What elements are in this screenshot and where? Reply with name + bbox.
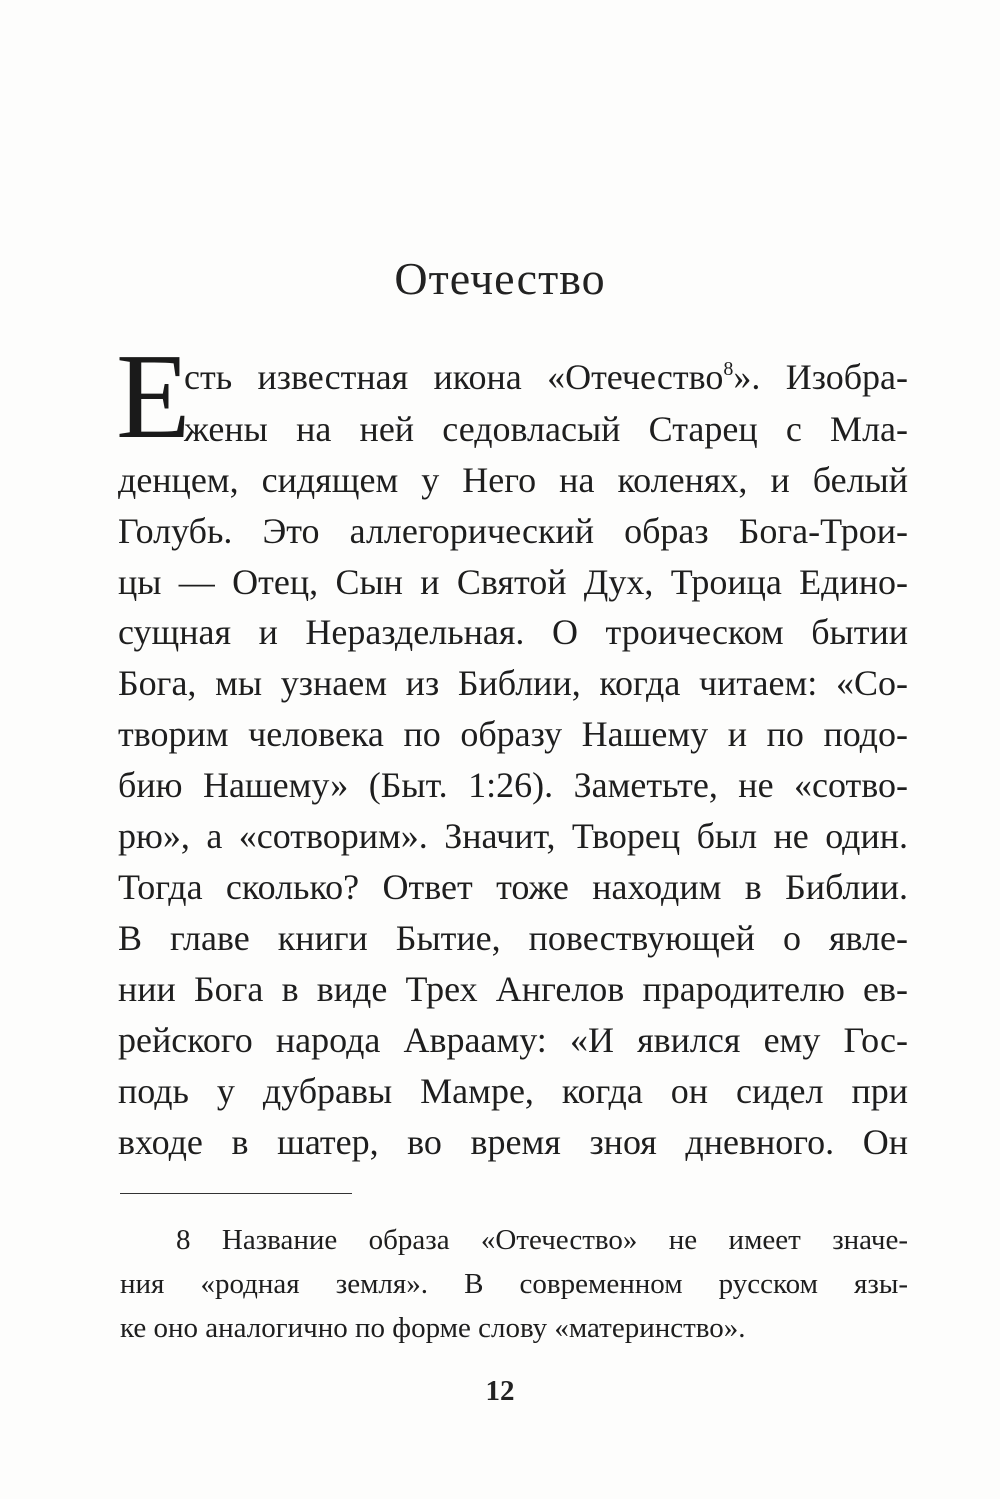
body-line: Бога, мы узнаем из Библии, когда читаем: «Со-: [118, 663, 908, 703]
body-line: бию Нашему» (Быт. 1:26). Заметьте, не «сотво-: [118, 765, 908, 805]
footnote-line: ния «родная земля». В современном русском язы-: [120, 1268, 908, 1300]
footnote-line: 8 Название образа «Отечество» не имеет значе-: [176, 1224, 909, 1256]
body-line: денцем, сидящем у Него на коленях, и белый: [118, 460, 908, 500]
body-line: В главе книги Бытие, повествующей о явле-: [118, 918, 908, 958]
footnote-number: 8: [176, 1224, 191, 1256]
body-line: сть известная икона «Отечество$^8$». Изобра-: [184, 357, 909, 397]
body-line: Голубь. Это аллегорический образ Бога-Трои-: [118, 511, 908, 551]
body-line: входе в шатер, во время зноя дневного. Он: [118, 1122, 908, 1162]
body-line: жены на ней седовласый Старец с Мла-: [184, 409, 908, 449]
body-line: рейского народа Аврааму: «И явился ему Гос-: [118, 1020, 908, 1060]
chapter-title: Отечество: [394, 253, 606, 304]
body-line: цы — Отец, Сын и Святой Дух, Троица Едино-: [118, 562, 908, 602]
body-line: сущная и Нераздельная. О троическом бытии: [118, 612, 908, 652]
body-line: Тогда сколько? Ответ тоже находим в Библии.: [118, 867, 908, 907]
footnote-reference: 8: [723, 358, 734, 380]
drop-cap: Е: [116, 329, 191, 464]
footnote-separator: [120, 1193, 352, 1194]
body-line: подь у дубравы Мамре, когда он сидел при: [118, 1071, 908, 1111]
footnote-line: ке оно аналогично по форме слову «материнство».: [120, 1312, 746, 1344]
body-line: рю», а «сотворим». Значит, Творец был не один.: [118, 816, 908, 856]
body-line: нии Бога в виде Трех Ангелов прародителю ев-: [118, 969, 908, 1009]
body-line: творим человека по образу Нашему и по подо-: [118, 714, 908, 754]
page-number: 12: [485, 1375, 515, 1407]
